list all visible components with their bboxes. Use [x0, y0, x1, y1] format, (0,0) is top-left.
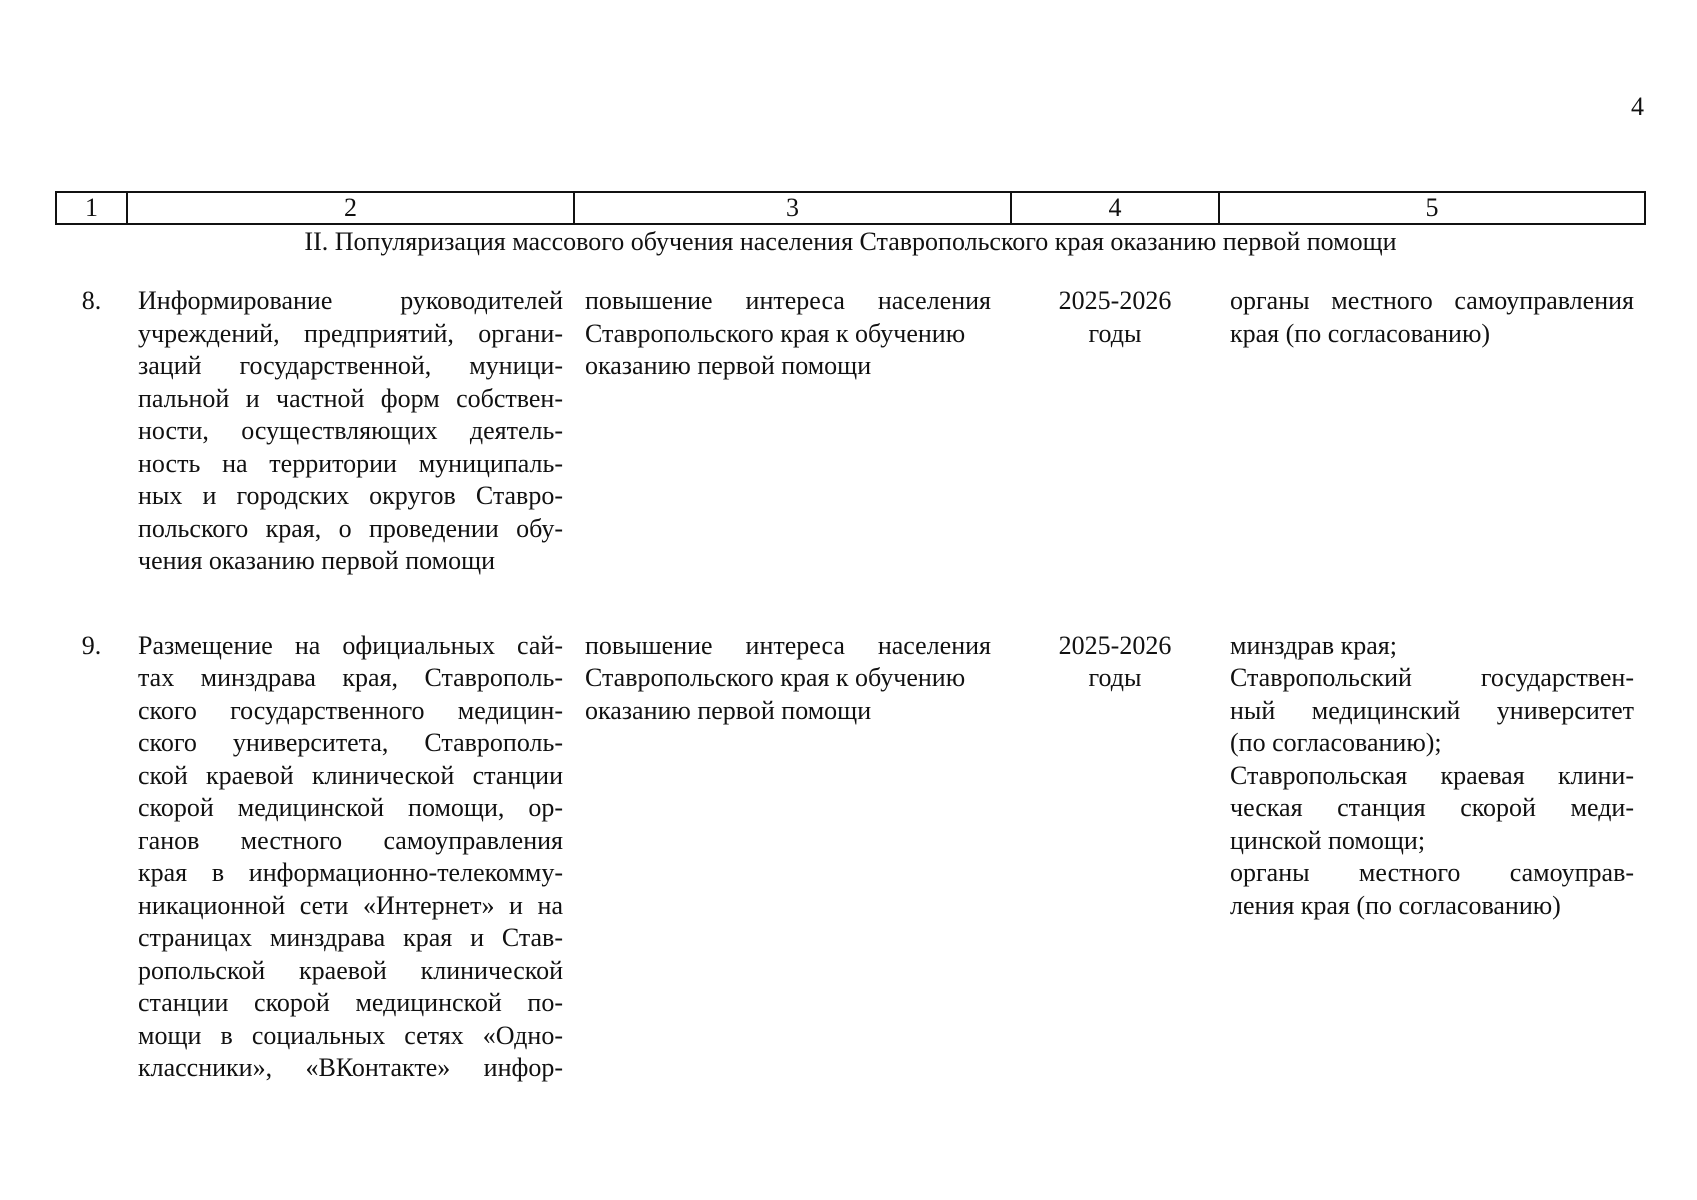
event-line: мощи в социальных сетях «Одно- — [138, 1020, 563, 1050]
event-line: заций государственной, муници- — [138, 351, 563, 380]
plan-table — [55, 191, 1646, 1085]
result-cell — [574, 285, 1011, 578]
responsible-line: (по согласованию); — [1230, 728, 1442, 757]
event-line: ганов местного самоуправления — [138, 825, 563, 855]
result-line: Ставропольского края к обучению — [585, 318, 966, 348]
column-number-5: 5 — [1219, 192, 1645, 224]
result-line: оказанию первой помощи — [585, 695, 872, 725]
event-line: ского государственного медицин- — [138, 695, 563, 725]
event-line: ропольской краевой клинической — [138, 955, 563, 985]
event-line: классники», «ВКонтакте» инфор- — [138, 1053, 563, 1082]
page-number: 4 — [1631, 92, 1644, 121]
responsible-cell — [1219, 285, 1645, 578]
event-line: ность на территории муниципаль- — [138, 448, 563, 478]
responsible-line: цинской помощи; — [1230, 825, 1426, 855]
event-line: чения оказанию первой помощи — [138, 546, 496, 575]
row-number: 9. — [81, 630, 102, 660]
document-body — [55, 191, 1644, 1085]
term-cell — [1011, 630, 1219, 1085]
result-line: Ставропольского края к обучению — [585, 663, 966, 692]
section-title: II. Популяризация массового обучения населения Ставропольского края оказанию первой помощи — [304, 227, 1397, 256]
event-line: ности, осуществляющих деятель- — [138, 416, 563, 445]
section-row — [56, 224, 1645, 259]
event-line: тах минздрава края, Ставрополь- — [138, 663, 563, 692]
result-line: повышение интереса населения — [585, 630, 991, 660]
responsible-line: ный медицинский университет — [1230, 695, 1634, 725]
column-number-4: 4 — [1011, 192, 1219, 224]
responsible-line: органы местного самоуправления — [1230, 286, 1634, 315]
responsible-line: ческая станция скорой меди- — [1230, 793, 1634, 822]
event-line: Размещение на официальных сай- — [138, 630, 563, 660]
event-cell — [127, 285, 574, 578]
event-line: страницах минздрава края и Став- — [138, 923, 563, 952]
event-line: скорой медицинской помощи, ор- — [138, 793, 563, 822]
result-line: оказанию первой помощи — [585, 351, 872, 380]
term-line: годы — [1088, 663, 1142, 692]
term-line: годы — [1088, 318, 1142, 348]
responsible-line: Ставропольский государствен- — [1230, 663, 1634, 692]
row-number: 8. — [81, 286, 102, 315]
event-line: учреждений, предприятий, органи- — [138, 318, 563, 348]
table-row — [56, 285, 1645, 578]
column-number-1: 1 — [56, 192, 127, 224]
column-number-2: 2 — [127, 192, 574, 224]
event-line: станции скорой медицинской по- — [138, 988, 563, 1017]
responsible-line: края (по согласованию) — [1230, 318, 1491, 348]
term-line: 2025-2026 — [1058, 630, 1172, 660]
responsible-cell — [1219, 630, 1645, 1085]
responsible-line: органы местного самоуправ- — [1230, 858, 1634, 887]
event-line: края в информационно-телекомму- — [138, 858, 563, 887]
event-line: польского края, о проведении обу- — [138, 513, 563, 543]
event-line: ского университета, Ставрополь- — [138, 728, 563, 757]
responsible-line: минздрав края; — [1230, 630, 1397, 660]
term-line: 2025-2026 — [1058, 286, 1172, 315]
responsible-line: ления края (по согласованию) — [1230, 890, 1561, 920]
column-number-row — [56, 192, 1645, 224]
event-cell — [127, 630, 574, 1085]
result-line: повышение интереса населения — [585, 286, 991, 315]
column-number-3: 3 — [574, 192, 1011, 224]
event-line: ных и городских округов Ставро- — [138, 481, 563, 510]
responsible-line: Ставропольская краевая клини- — [1230, 760, 1634, 790]
event-line: ской краевой клинической станции — [138, 760, 563, 790]
term-cell — [1011, 285, 1219, 578]
event-line: пальной и частной форм собствен- — [138, 383, 563, 413]
event-line: никационной сети «Интернет» и на — [138, 890, 563, 920]
event-line: Информирование руководителей — [138, 286, 563, 315]
result-cell — [574, 630, 1011, 1085]
table-row — [56, 630, 1645, 1085]
